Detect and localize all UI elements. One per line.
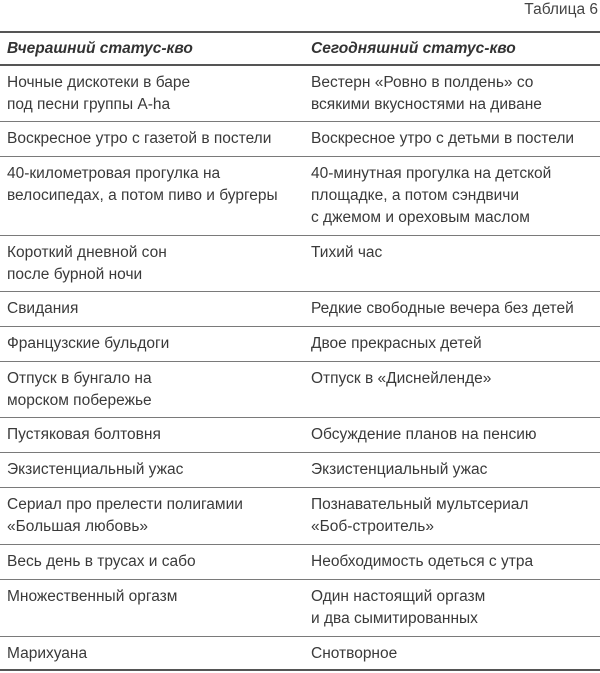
cell-today: Тихий час bbox=[311, 244, 383, 261]
cell-yesterday: Сериал про прелести полигамии «Большая любовь» bbox=[7, 496, 243, 535]
cell-yesterday: Пустяковая болтовня bbox=[7, 426, 161, 443]
cell-yesterday: Множественный оргазм bbox=[7, 588, 178, 605]
cell-today: Снотворное bbox=[311, 645, 398, 662]
table-row bbox=[0, 452, 600, 487]
cell-yesterday: Воскресное утро с газетой в постели bbox=[7, 130, 272, 147]
header-today: Сегодняшний статус-кво bbox=[311, 39, 516, 57]
cell-today: 40-минутная прогулка на детской площадке, а потом сэндвичи с джемом и ореховым маслом bbox=[311, 165, 552, 226]
cell-yesterday: Марихуана bbox=[7, 645, 88, 662]
cell-today: Воскресное утро с детьми в постели bbox=[311, 130, 575, 147]
cell-yesterday: Ночные дискотеки в баре под песни группы A-ha bbox=[7, 74, 191, 113]
cell-today: Необходимость одеться с утра bbox=[311, 553, 534, 570]
table-row bbox=[0, 361, 600, 417]
cell-yesterday: Экзистенциальный ужас bbox=[7, 461, 184, 478]
table-row bbox=[0, 121, 600, 156]
cell-today: Двое прекрасных детей bbox=[311, 335, 482, 352]
table-caption: Таблица 6 bbox=[524, 1, 598, 18]
cell-yesterday: Свидания bbox=[7, 300, 79, 317]
table-row bbox=[0, 156, 600, 235]
cell-yesterday: Весь день в трусах и сабо bbox=[7, 553, 196, 570]
table-row bbox=[0, 417, 600, 452]
table-row bbox=[0, 579, 600, 636]
table-row bbox=[0, 326, 600, 361]
cell-today: Один настоящий оргазм и два сымитированных bbox=[311, 588, 486, 627]
cell-today: Обсуждение планов на пенсию bbox=[311, 426, 537, 443]
cell-today: Отпуск в «Диснейленде» bbox=[311, 370, 492, 387]
cell-today: Экзистенциальный ужас bbox=[311, 461, 488, 478]
table-row bbox=[0, 291, 600, 326]
comparison-table bbox=[0, 31, 600, 671]
cell-today: Редкие свободные вечера без детей bbox=[311, 300, 574, 317]
table-row bbox=[0, 544, 600, 579]
table-row bbox=[0, 64, 600, 121]
table-header-row bbox=[0, 31, 600, 64]
table-row bbox=[0, 487, 600, 544]
table-row bbox=[0, 235, 600, 291]
table-row bbox=[0, 636, 600, 671]
cell-yesterday: Отпуск в бунгало на морском побережье bbox=[7, 370, 152, 409]
cell-yesterday: Короткий дневной сон после бурной ночи bbox=[7, 244, 167, 283]
header-yesterday: Вчерашний статус-кво bbox=[7, 39, 193, 57]
cell-today: Познавательный мультсериал «Боб-строитель» bbox=[311, 496, 529, 535]
cell-yesterday: 40-километровая прогулка на велосипедах, а потом пиво и бургеры bbox=[7, 165, 278, 204]
cell-today: Вестерн «Ровно в полдень» со всякими вкусностями на диване bbox=[311, 74, 542, 113]
cell-yesterday: Французские бульдоги bbox=[7, 335, 170, 352]
